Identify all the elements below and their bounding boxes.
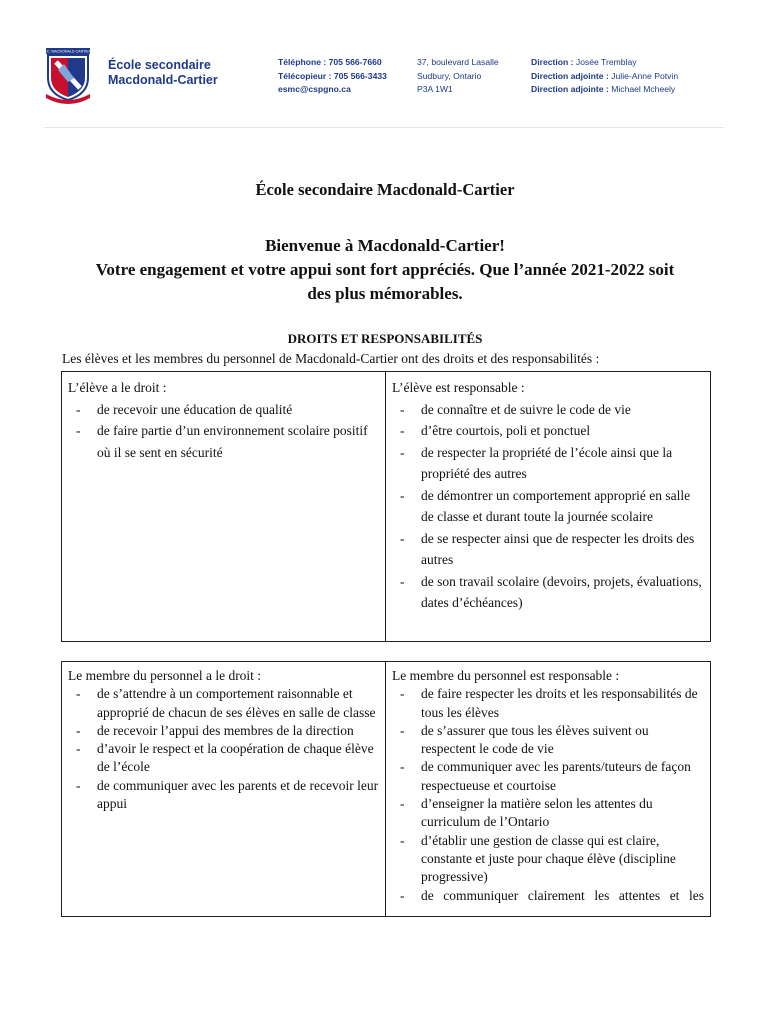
direction-principal: Direction : Josée Tremblay [531, 57, 637, 67]
list-item: - de communiquer clairement les attentes et les [392, 887, 704, 905]
list-item: - d’enseigner la matière selon les attentes du curriculum de l’Ontario [392, 795, 704, 832]
section-title: DROITS ET RESPONSABILITÉS [287, 331, 483, 346]
email-address[interactable]: esmc@cspgno.ca [278, 84, 351, 94]
list-item: - de respecter la propriété de l’école ainsi que la propriété des autres [392, 442, 704, 485]
contact-address-block [417, 56, 499, 97]
student-rights-cell [62, 372, 386, 641]
student-rights-heading: L’élève a le droit : [68, 380, 167, 395]
list-item: - de faire respecter les droits et les responsabilités de tous les élèves [392, 685, 704, 722]
student-responsibilities-cell [386, 372, 710, 641]
staff-rights-cell [62, 662, 386, 916]
school-name-line1: École secondaire [108, 58, 211, 72]
students-rights-table [61, 371, 711, 642]
list-item: - de communiquer avec les parents et de recevoir leur appui [68, 777, 379, 814]
contact-direction-block [531, 56, 678, 97]
direction-vp-2: Direction adjointe : Michael Mcheely [531, 84, 676, 94]
staff-resp-heading: Le membre du personnel est responsable : [392, 668, 620, 683]
staff-rights-table [61, 661, 711, 917]
school-crest-logo [44, 48, 92, 104]
student-resp-heading: L’élève est responsable : [392, 380, 525, 395]
list-item: - de connaître et de suivre le code de vie [392, 399, 704, 421]
list-item: - de son travail scolaire (devoirs, projets, évaluations, dates d’échéances) [392, 571, 704, 614]
list-item: - d’être courtois, poli et ponctuel [392, 420, 704, 442]
list-item: - de faire partie d’un environnement scolaire positif où il se sent en sécurité [68, 420, 379, 463]
school-title: École secondaire Macdonald-Cartier [255, 180, 515, 199]
address-street: 37, boulevard Lasalle [417, 57, 499, 67]
fax-number: Télécopieur : 705 566-3433 [278, 70, 387, 81]
intro-paragraph: Les élèves et les membres du personnel de Macdonald-Cartier ont des droits et des responsabilités : [62, 351, 600, 366]
address-city: Sudbury, Ontario [417, 70, 482, 81]
svg-text:ÉC. MACDONALD-CARTIER: ÉC. MACDONALD-CARTIER [44, 49, 92, 54]
contact-phone-block [278, 56, 387, 97]
list-item: - de se respecter ainsi que de respecter les droits des autres [392, 528, 704, 571]
welcome-line-1: Bienvenue à Macdonald-Cartier! [265, 236, 505, 255]
direction-vp-1: Direction adjointe : Julie-Anne Potvin [531, 70, 679, 81]
school-name-line2: Macdonald-Cartier [108, 73, 218, 87]
welcome-line-3: des plus mémorables. [307, 284, 463, 303]
list-item: - d’établir une gestion de classe qui est claire, constante et juste pour chaque élève (discipline progressive) [392, 832, 704, 887]
list-item: - de s’attendre à un comportement raisonnable et approprié de chacun de ses élèves en salle de classe [68, 685, 379, 722]
phone-number: Téléphone : 705 566-7660 [278, 57, 382, 67]
list-item: - d’avoir le respect et la coopération de chaque élève de l’école [68, 740, 379, 777]
list-item: - de s’assurer que tous les élèves suivent ou respectent le code de vie [392, 722, 704, 759]
welcome-line-2: Votre engagement et votre appui sont fort appréciés. Que l’année 2021-2022 soit [95, 260, 675, 279]
staff-rights-heading: Le membre du personnel a le droit : [68, 668, 262, 683]
address-postal: P3A 1W1 [417, 84, 453, 94]
staff-responsibilities-cell [386, 662, 710, 916]
welcome-heading [0, 234, 770, 306]
list-item: - de communiquer avec les parents/tuteurs de façon respectueuse et courtoise [392, 758, 704, 795]
letterhead-divider [44, 127, 724, 128]
list-item: - de recevoir une éducation de qualité [68, 399, 379, 421]
letterhead [0, 0, 770, 130]
list-item: - de démontrer un comportement approprié en salle de classe et durant toute la journée scolaire [392, 485, 704, 528]
list-item: - de recevoir l’appui des membres de la direction [68, 722, 379, 740]
school-name-logo [108, 58, 218, 88]
